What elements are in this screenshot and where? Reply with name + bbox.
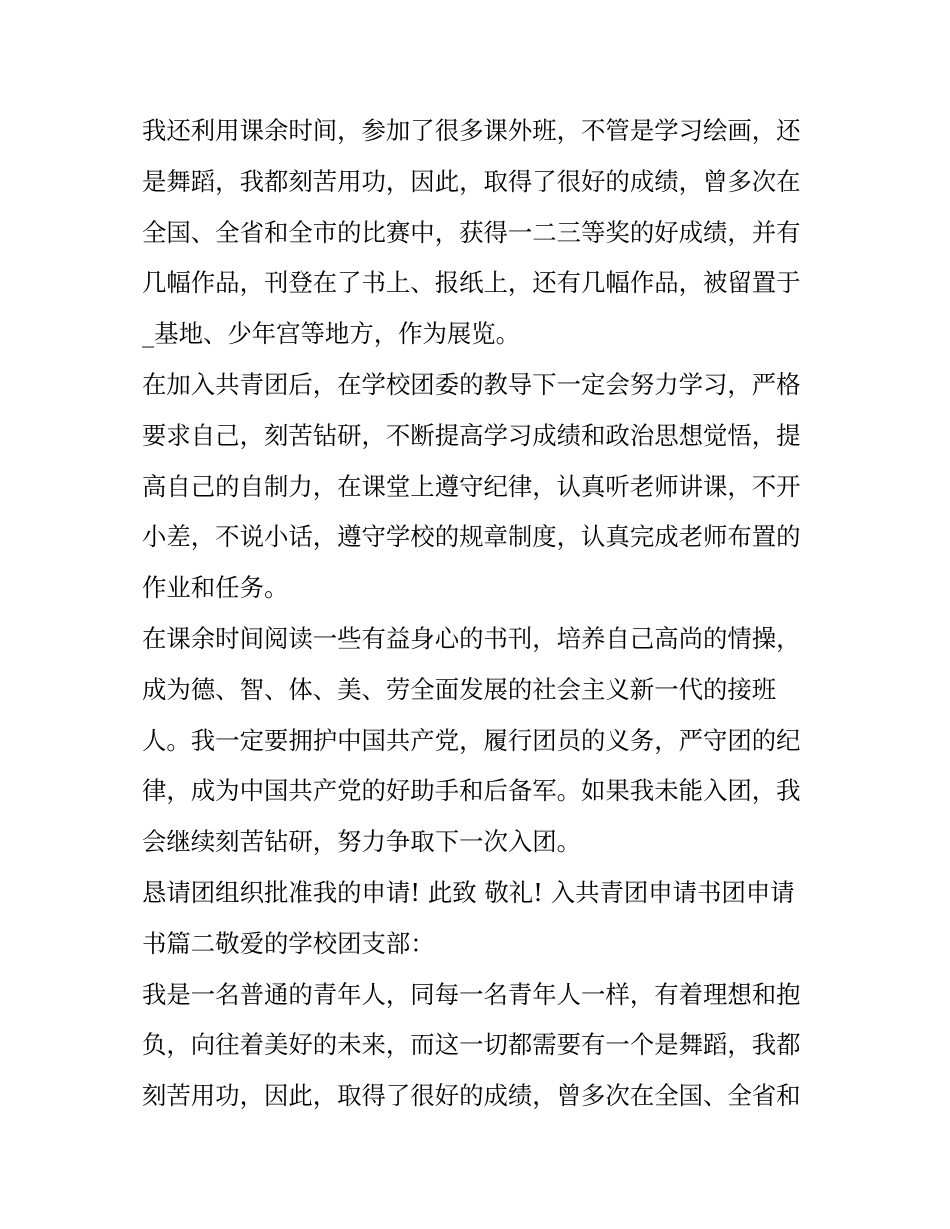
text-line-5: _基地、少年宫等地方，作为展览。 bbox=[142, 319, 521, 349]
text-line-14: 律，成为中国共产党的好助手和后备军。如果我未能入团，我 bbox=[142, 776, 801, 806]
body-text bbox=[142, 106, 822, 1122]
text-line-11: 在课余时间阅读一些有益身心的书刊，培养自己高尚的情操， bbox=[142, 623, 801, 653]
text-line-1: 我还利用课余时间，参加了很多课外班，不管是学习绘画，还 bbox=[142, 116, 801, 145]
text-line-17: 书篇二敬爱的学校团支部： bbox=[142, 928, 435, 958]
text-line-3: 全国、全省和全市的比赛中，获得一二三等奖的好成绩，并有 bbox=[142, 217, 801, 247]
text-line-8: 高自己的自制力，在课堂上遵守纪律，认真听老师讲课，不开 bbox=[142, 471, 801, 501]
text-line-6: 在加入共青团后，在学校团委的教导下一定会努力学习，严格 bbox=[142, 369, 801, 399]
text-line-4: 几幅作品，刊登在了书上、报纸上，还有几幅作品，被留置于 bbox=[142, 268, 801, 298]
text-line-20: 刻苦用功，因此，取得了很好的成绩，曾多次在全国、全省和 bbox=[142, 1081, 801, 1111]
text-line-19: 负，向往着美好的未来，而这一切都需要有一个是舞蹈，我都 bbox=[142, 1030, 801, 1060]
text-line-18: 我是一名普通的青年人，同每一名青年人一样，有着理想和抱 bbox=[142, 979, 801, 1009]
text-line-9: 小差，不说小话，遵守学校的规章制度，认真完成老师布置的 bbox=[142, 522, 801, 552]
text-line-15: 会继续刻苦钻研，努力争取下一次入团。 bbox=[142, 827, 582, 857]
text-line-7: 要求自己，刻苦钻研，不断提高学习成绩和政治思想觉悟，提 bbox=[142, 420, 801, 450]
text-line-10: 作业和任务。 bbox=[142, 573, 289, 603]
text-line-2: 是舞蹈，我都刻苦用功，因此，取得了很好的成绩，曾多次在 bbox=[142, 166, 801, 196]
text-line-12: 成为德、智、体、美、劳全面发展的社会主义新一代的接班 bbox=[142, 674, 777, 704]
text-line-13: 人。我一定要拥护中国共产党，履行团员的义务，严守团的纪 bbox=[142, 725, 801, 755]
text-line-16: 恳请团组织批准我的申请! 此致 敬礼! 入共青团申请书团申请 bbox=[142, 877, 795, 907]
